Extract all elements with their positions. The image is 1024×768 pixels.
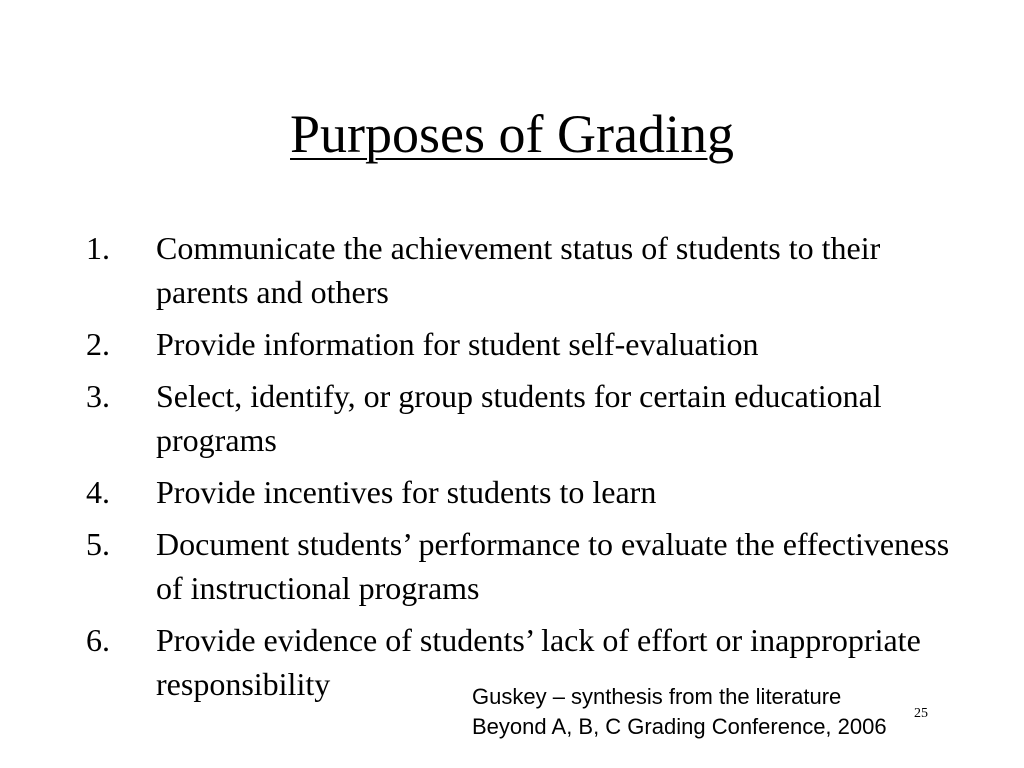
purposes-list [86, 226, 966, 714]
list-item-number: 3. [86, 378, 110, 414]
list-item-number: 4. [86, 474, 110, 510]
list-item-text: Provide information for student self-evaluation [156, 326, 759, 362]
list-item-number: 6. [86, 622, 110, 658]
list-item-text: Provide evidence of students’ lack of effort or inappropriate responsibility [156, 622, 921, 702]
list-item [86, 522, 966, 610]
slide-title: Purposes of Grading [290, 104, 734, 164]
list-item-number: 2. [86, 326, 110, 362]
list-item [86, 374, 966, 462]
list-item-text: Select, identify, or group students for certain educational programs [156, 378, 882, 458]
list-item-text: Document students’ performance to evaluate the effectiveness of instructional programs [156, 526, 950, 606]
citation [472, 682, 887, 742]
citation-line-1: Guskey – synthesis from the literature [472, 684, 842, 709]
list-item [86, 470, 966, 514]
citation-line-2: Beyond A, B, C Grading Conference, 2006 [472, 714, 887, 739]
list-item-number: 5. [86, 526, 110, 562]
list-item-number: 1. [86, 230, 110, 266]
list-item [86, 322, 966, 366]
list-item [86, 226, 966, 314]
list-item-text: Provide incentives for students to learn [156, 474, 657, 510]
list-item-text: Communicate the achievement status of students to their parents and others [156, 230, 881, 310]
slide-number: 25 [914, 706, 928, 721]
